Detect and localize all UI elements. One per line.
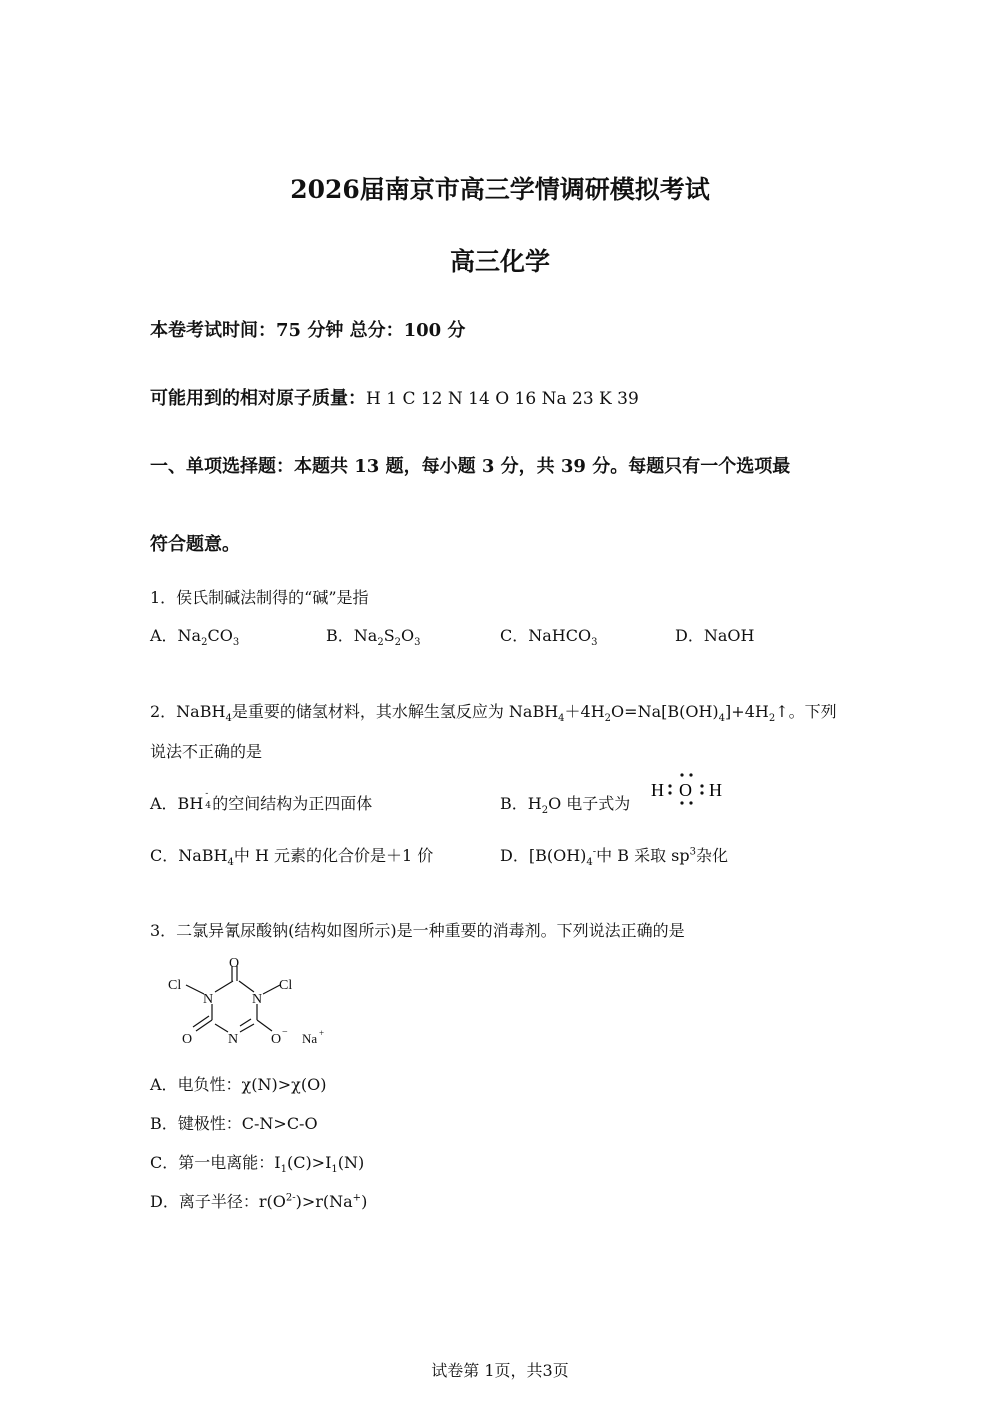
page-subtitle: 高三化学	[449, 247, 550, 276]
lone-pair-dot	[668, 784, 671, 787]
subscript: 2	[394, 637, 402, 649]
q3-option-d	[150, 1189, 367, 1212]
superscript: 3	[689, 846, 697, 858]
atomic-mass-line	[150, 384, 639, 410]
sodium-dichloroisocyanurate-structure	[160, 952, 340, 1054]
bond	[193, 1016, 209, 1027]
subscript: 2	[541, 805, 549, 817]
text: 2．NaBH	[150, 702, 226, 721]
bond	[239, 981, 254, 992]
atomic-mass-label: 可能用到的相对原子质量：	[150, 388, 366, 409]
subscript: 4	[225, 713, 232, 725]
subscript: 4	[558, 713, 565, 725]
text: A．BH	[150, 794, 204, 813]
lone-pair-dot	[680, 801, 683, 804]
q1-option-a	[150, 623, 239, 648]
text: ↑。下列	[775, 702, 837, 721]
bond	[240, 1019, 251, 1026]
text: (C)>I	[286, 1153, 332, 1172]
atom-n-left: N	[203, 992, 214, 1007]
text: O	[401, 626, 415, 645]
bond	[263, 985, 280, 994]
text: O 电子式为	[548, 794, 631, 813]
subscript: 3	[591, 637, 598, 649]
atomic-mass-values: H 1 C 12 N 14 O 16 Na 23 K 39	[366, 389, 639, 409]
superscript: -	[592, 846, 597, 858]
text: B．H	[500, 794, 542, 813]
text: S	[383, 626, 395, 645]
text: C．NaBH	[150, 846, 228, 865]
sup-sub-stack	[203, 789, 212, 811]
lone-pair-dot	[668, 791, 671, 794]
oxygen-charge: −	[282, 1027, 288, 1038]
exam-info: 本卷考试时间：75 分钟 总分：100 分	[150, 320, 466, 341]
q1-option-b	[326, 623, 421, 648]
q3-stem: 3．二氯异氰尿酸钠(结构如图所示)是一种重要的消毒剂。下列说法正确的是	[150, 921, 685, 940]
subscript: 2	[377, 637, 384, 649]
lone-pair-dot	[689, 773, 692, 776]
lewis-h-left: H	[651, 780, 664, 800]
text: (N)	[337, 1153, 365, 1172]
text: 是重要的储氢材料，其水解生氢反应为 NaBH	[231, 702, 559, 721]
text: B．Na	[326, 626, 378, 645]
atom-n-bottom: N	[228, 1032, 239, 1047]
section-heading-line2: 符合题意。	[150, 534, 240, 555]
atom-o-left: O	[182, 1032, 193, 1047]
superscript: 2-	[285, 1192, 296, 1204]
superscript: +	[352, 1192, 362, 1204]
subscript: 4	[205, 801, 212, 811]
page-footer: 试卷第 1页，共3页	[431, 1361, 569, 1380]
bond	[215, 981, 233, 992]
bond	[215, 1024, 228, 1032]
text: D．离子半径：r(O	[150, 1192, 286, 1211]
subscript: 1	[280, 1164, 287, 1176]
lone-pair-dot	[700, 784, 703, 787]
lewis-h-right: H	[709, 780, 722, 800]
q3-option-a: A．电负性：χ(N)>χ(O)	[150, 1075, 327, 1094]
subscript: 4	[718, 713, 726, 725]
q2-option-d	[500, 843, 728, 868]
text: )>r(Na	[295, 1192, 353, 1211]
water-lewis-structure	[648, 771, 728, 807]
q1-option-c	[500, 623, 597, 648]
text: 中 B 采取 sp	[596, 846, 690, 865]
lone-pair-dot	[700, 791, 703, 794]
q3-option-b: B．键极性：C-N>C-O	[150, 1114, 318, 1133]
lewis-o: O	[679, 780, 692, 800]
q1-stem: 1．侯氏制碱法制得的“碱”是指	[150, 588, 369, 607]
subscript: 4	[227, 857, 234, 869]
atom-o-top: O	[229, 956, 240, 971]
q1-option-d	[675, 623, 754, 646]
text: 中 H 元素的化合价是＋1 价	[233, 846, 434, 865]
bonds	[186, 966, 280, 1032]
superscript: -	[205, 789, 209, 799]
text: 的空间结构为正四面体	[212, 794, 373, 813]
lone-pair-dot	[689, 801, 692, 804]
atom-o-right: O	[271, 1032, 282, 1047]
bond	[196, 1020, 212, 1031]
subscript: 4	[586, 857, 593, 869]
subscript: 1	[331, 1164, 338, 1176]
q2-stem-line2: 说法不正确的是	[150, 742, 263, 761]
subscript: 3	[414, 637, 421, 649]
bond	[257, 1020, 272, 1031]
subscript: 2	[604, 713, 612, 725]
q3-option-c	[150, 1150, 364, 1175]
atom-cl-left: Cl	[168, 978, 182, 993]
text: D．[B(OH)	[500, 846, 587, 865]
text: D．NaOH	[675, 626, 755, 645]
q2-option-b	[500, 791, 630, 816]
text: O=Na[B(OH)	[611, 702, 719, 721]
q2-option-a	[150, 791, 372, 814]
text: CO	[207, 626, 233, 645]
sodium-ion: Na	[302, 1031, 318, 1046]
bond	[186, 985, 204, 994]
q2-stem-line1	[150, 699, 837, 724]
sodium-charge: +	[319, 1028, 325, 1038]
subscript: 3	[232, 637, 240, 649]
q2-option-c	[150, 843, 433, 868]
subscript: 2	[768, 713, 776, 725]
text: A．Na	[150, 626, 202, 645]
text: C．第一电离能：I	[150, 1153, 281, 1172]
text: C．NaHCO	[500, 626, 592, 645]
atom-cl-right: Cl	[279, 978, 293, 993]
text: ＋4H	[564, 702, 605, 721]
subscript: 2	[201, 637, 208, 649]
atom-n-right: N	[252, 992, 263, 1007]
text: )	[361, 1192, 368, 1211]
page-title: 2026届南京市高三学情调研模拟考试	[290, 175, 710, 204]
text: ]+4H	[725, 702, 769, 721]
text: 杂化	[696, 846, 729, 865]
section-heading-line1: 一、单项选择题：本题共 13 题，每小题 3 分，共 39 分。每题只有一个选项最	[150, 456, 791, 477]
lone-pair-dot	[680, 773, 683, 776]
